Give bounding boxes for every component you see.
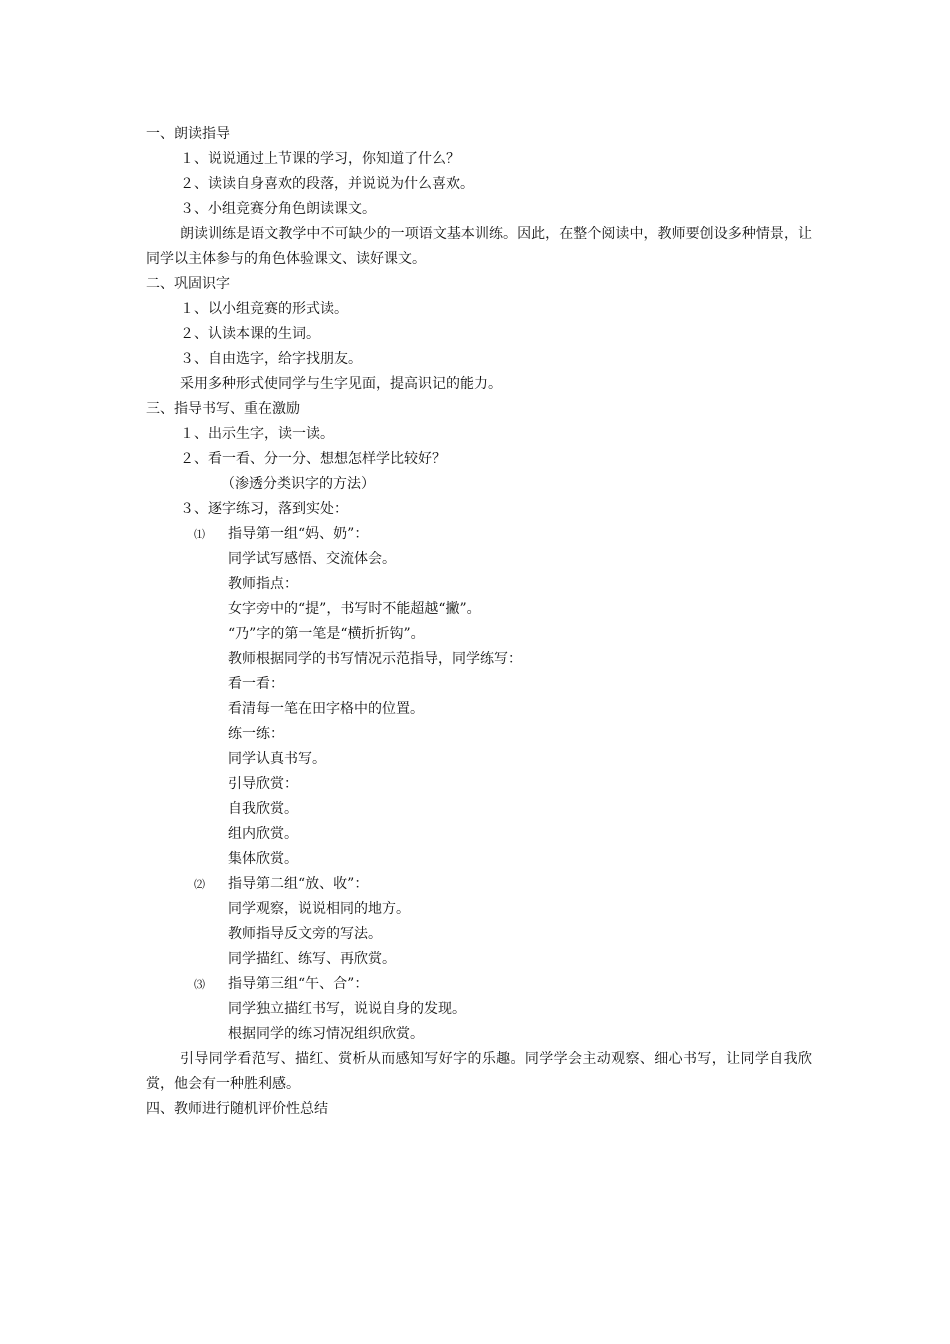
paragraph: 朗读训练是语文教学中不可缺少的一项语文基本训练。因此，在整个阅读中，教师要创设多种情景，让同学以主体参与的角色体验课文、读好课文。: [146, 226, 812, 267]
subgroup-line: 看一看：: [228, 676, 284, 692]
subgroup-line: 教师指导反文旁的写法。: [228, 926, 382, 942]
subgroup-number: ⑴: [194, 528, 205, 541]
section-heading-4: 四、教师进行随机评价性总结: [146, 1101, 328, 1117]
list-item: ３、小组竞赛分角色朗读课文。: [180, 201, 376, 217]
subgroup-line: 根据同学的练习情况组织欣赏。: [228, 1026, 424, 1042]
subgroup-line: 教师指点：: [228, 576, 298, 592]
subgroup-heading-1: [146, 522, 812, 547]
list-item: １、以小组竞赛的形式读。: [180, 301, 348, 317]
subgroup-line: 同学描红、练写、再欣赏。: [228, 951, 396, 967]
list-item: ２、认读本课的生词。: [180, 326, 320, 342]
section-heading-1: 一、朗读指导: [146, 126, 230, 142]
paragraph: 引导同学看范写、描红、赏析从而感知写好字的乐趣。同学学会主动观察、细心书写，让同学自我欣赏，他会有一种胜利感。: [146, 1051, 812, 1092]
subgroup-line: “乃”字的第一笔是“横折折钩”。: [228, 626, 425, 642]
subgroup-number: ⑵: [194, 878, 205, 891]
list-item: ２、读读自身喜欢的段落，并说说为什么喜欢。: [180, 176, 474, 192]
subgroup-heading-3: [146, 972, 812, 997]
document-body: [146, 122, 812, 1122]
section-heading-2: 二、巩固识字: [146, 276, 230, 292]
subgroup-line: 练一练：: [228, 726, 284, 742]
subgroup-line: 自我欣赏。: [228, 801, 298, 817]
subgroup-title: 指导第一组“妈、奶”：: [228, 526, 369, 542]
list-item-note: （渗透分类识字的方法）: [221, 476, 375, 492]
subgroup-line: 女字旁中的“提”，书写时不能超越“撇”。: [228, 601, 481, 617]
subgroup-line: 组内欣赏。: [228, 826, 298, 842]
subgroup-line: 看清每一笔在田字格中的位置。: [228, 701, 424, 717]
subgroup-line: 同学独立描红书写，说说自身的发现。: [228, 1001, 466, 1017]
list-item: ３、逐字练习，落到实处：: [180, 501, 348, 517]
subgroup-line: 集体欣赏。: [228, 851, 298, 867]
list-item: １、说说通过上节课的学习，你知道了什么？: [180, 151, 460, 167]
list-item: ２、看一看、分一分、想想怎样学比较好？: [180, 451, 446, 467]
paragraph: 采用多种形式使同学与生字见面，提高识记的能力。: [180, 376, 502, 392]
subgroup-line: 引导欣赏：: [228, 776, 298, 792]
subgroup-line: 同学试写感悟、交流体会。: [228, 551, 396, 567]
subgroup-title: 指导第三组“午、合”：: [228, 976, 369, 992]
subgroup-line: 同学认真书写。: [228, 751, 326, 767]
subgroup-line: 教师根据同学的书写情况示范指导，同学练写：: [228, 651, 522, 667]
subgroup-heading-2: [146, 872, 812, 897]
subgroup-number: ⑶: [194, 978, 205, 991]
subgroup-title: 指导第二组“放、收”：: [228, 876, 369, 892]
section-heading-3: 三、指导书写、重在激励: [146, 401, 300, 417]
list-item: １、出示生字，读一读。: [180, 426, 334, 442]
subgroup-line: 同学观察，说说相同的地方。: [228, 901, 410, 917]
list-item: ３、自由选字，给字找朋友。: [180, 351, 362, 367]
